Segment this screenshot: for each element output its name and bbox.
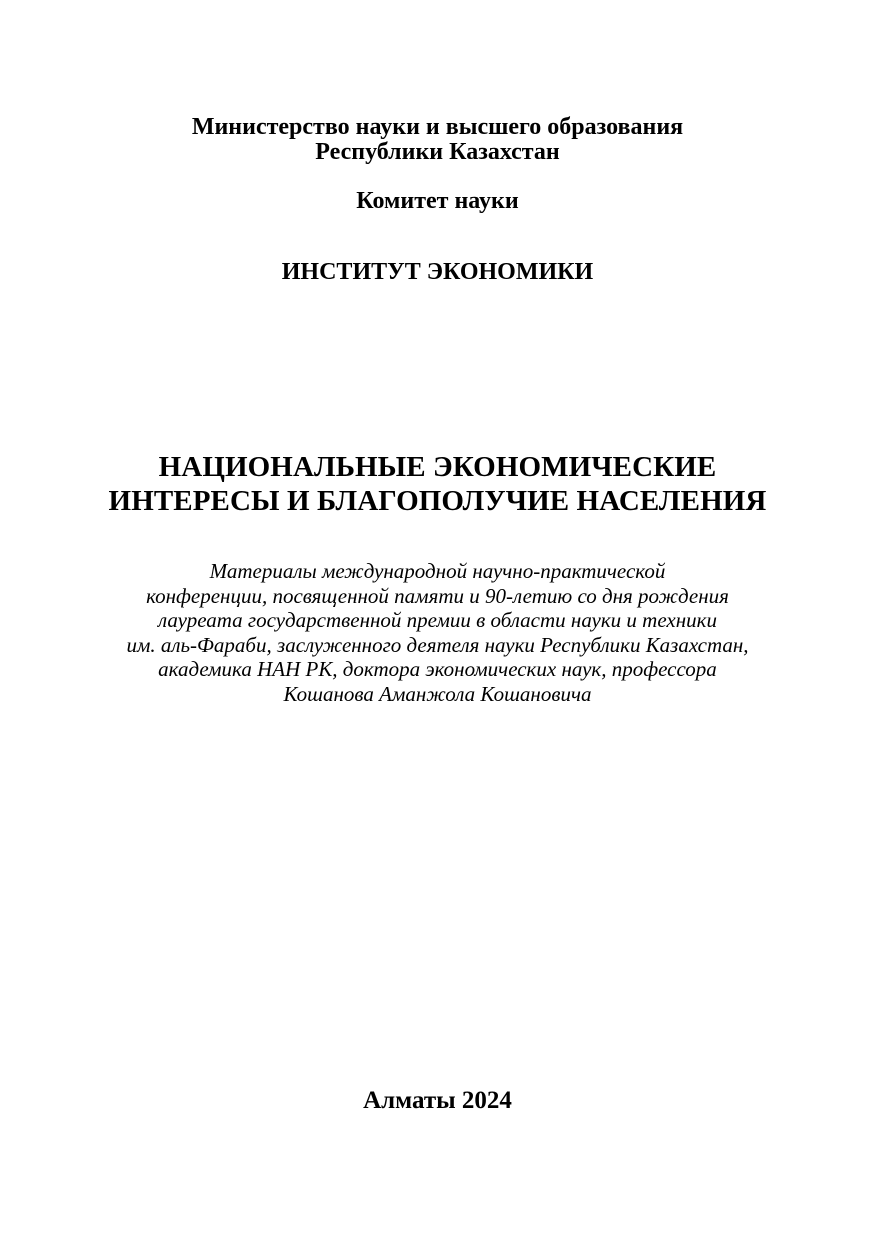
- committee-name: Комитет науки: [356, 188, 519, 214]
- subtitle-line: лауреата государственной премии в области науки и техники: [158, 608, 717, 632]
- subtitle-line: конференции, посвященной памяти и 90-летию со дня рождения: [146, 583, 729, 608]
- city-and-year: Алматы 2024: [363, 1087, 512, 1114]
- subtitle-line: Кошанова Аманжола Кошановича: [283, 681, 592, 706]
- document-title-line-1: НАЦИОНАЛЬНЫЕ ЭКОНОМИЧЕСКИЕ: [158, 451, 717, 483]
- ministry-name-line-2: Республики Казахстан: [315, 139, 560, 165]
- ministry-name-line-1: Министерство науки и высшего образования: [191, 114, 684, 140]
- institute-name: ИНСТИТУТ ЭКОНОМИКИ: [281, 259, 594, 285]
- subtitle-line: академика НАН РК, доктора экономических наук, профессора: [158, 657, 717, 681]
- subtitle-line: Материалы международной научно-практической: [209, 559, 666, 583]
- document-title-line-2: ИНТЕРЕСЫ И БЛАГОПОЛУЧИЕ НАСЕЛЕНИЯ: [108, 485, 767, 517]
- subtitle-line: им. аль-Фараби, заслуженного деятеля науки Республики Казахстан,: [126, 632, 749, 657]
